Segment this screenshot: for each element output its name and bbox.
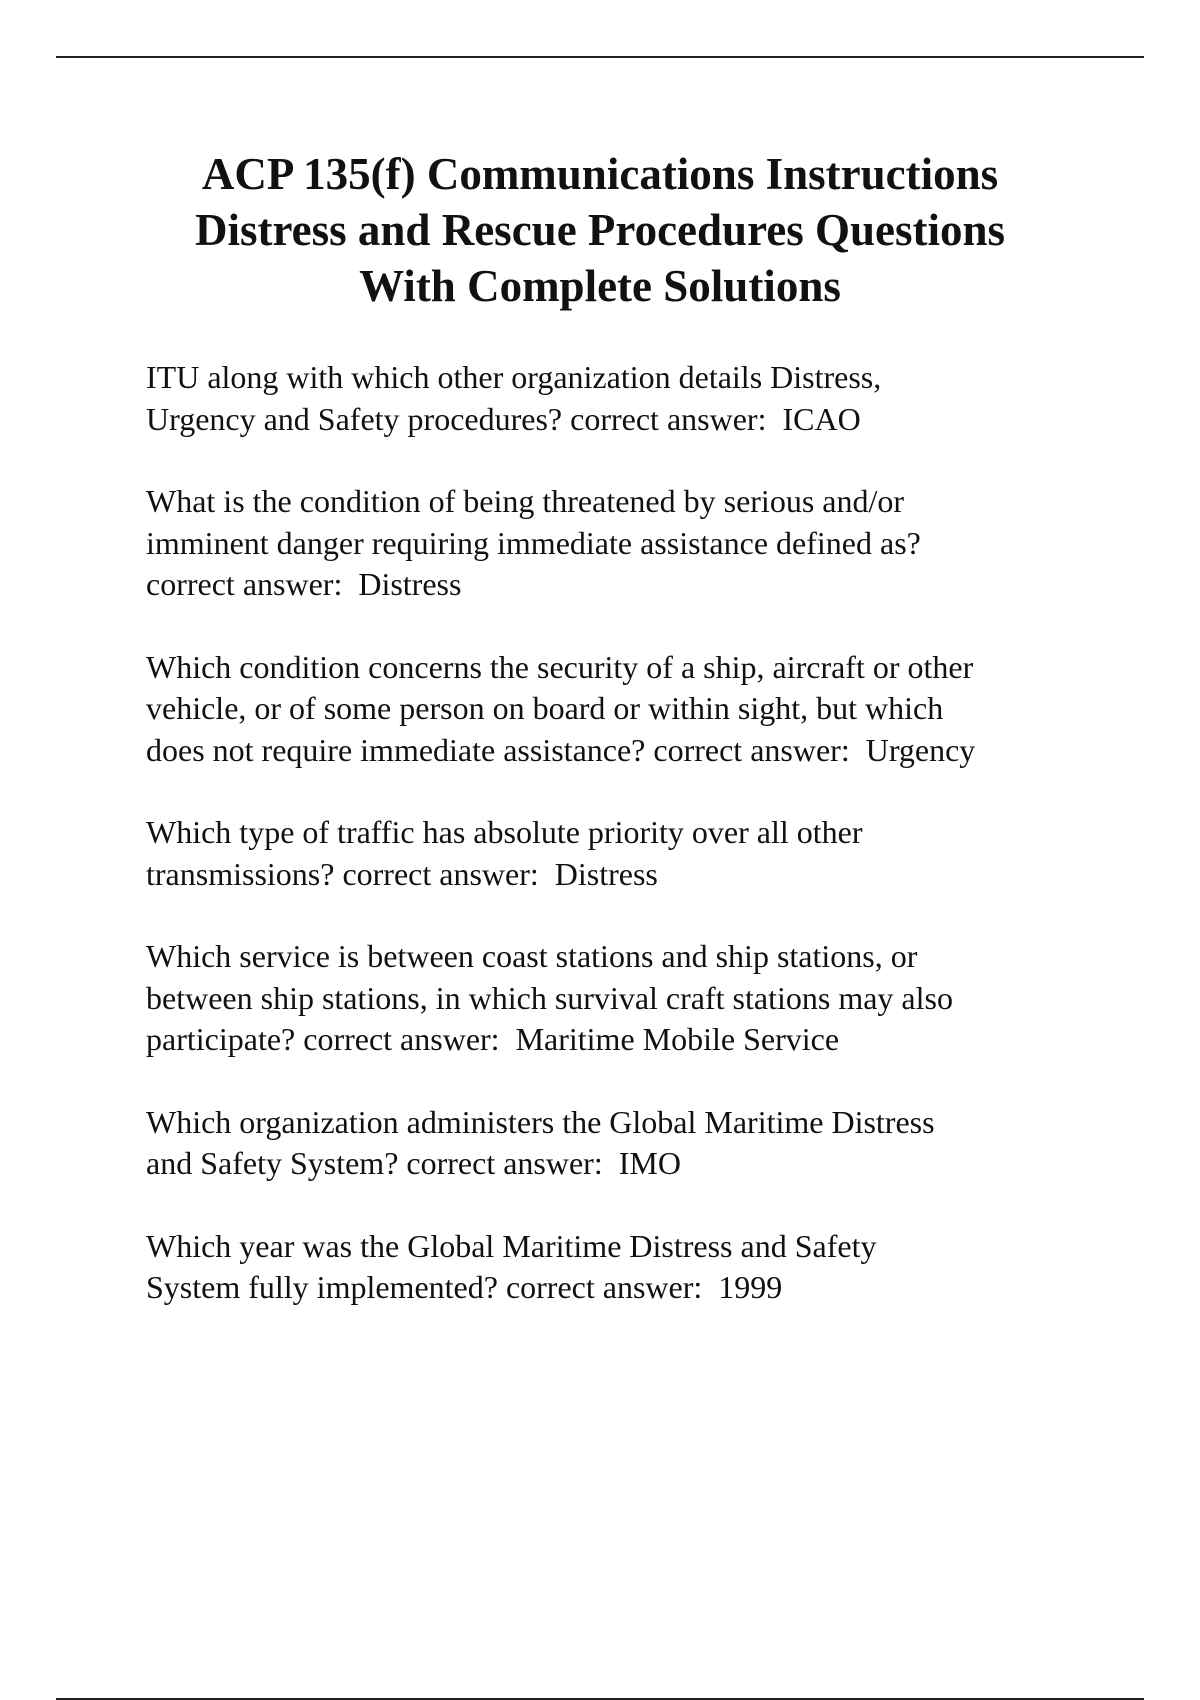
qa-list	[146, 357, 1146, 1350]
qa-item	[146, 936, 1146, 1061]
qa-line: System fully implemented? correct answer: 1999	[146, 1269, 783, 1305]
title-line: Distress and Rescue Procedures Questions	[195, 205, 1005, 255]
qa-line: does not require immediate assistance? correct answer: Urgency	[146, 731, 976, 768]
qa-line: Which organization administers the Global Maritime Distress	[146, 1103, 935, 1140]
qa-line: imminent danger requiring immediate assistance defined as?	[146, 524, 921, 561]
qa-item	[146, 812, 1146, 895]
top-rule	[56, 56, 1144, 58]
qa-line: Which condition concerns the security of a ship, aircraft or other	[146, 648, 974, 685]
qa-line: Which year was the Global Maritime Distress and Safety	[146, 1227, 877, 1264]
qa-item	[146, 1102, 1146, 1185]
qa-line: and Safety System? correct answer: IMO	[146, 1145, 681, 1181]
qa-item	[146, 647, 1146, 772]
qa-line: What is the condition of being threatened by serious and/or	[146, 483, 905, 519]
qa-line: Which type of traffic has absolute priority over all other	[146, 814, 863, 850]
qa-line: correct answer: Distress	[146, 566, 462, 602]
qa-line: Urgency and Safety procedures? correct answer: ICAO	[146, 400, 861, 437]
qa-line: vehicle, or of some person on board or within sight, but which	[146, 690, 944, 726]
title-line: ACP 135(f) Communications Instructions	[201, 149, 999, 199]
qa-line: transmissions? correct answer: Distress	[146, 855, 658, 892]
qa-line: participate? correct answer: Maritime Mobile Service	[146, 1021, 840, 1057]
qa-item	[146, 1226, 1146, 1309]
qa-line: Which service is between coast stations and ship stations, or	[146, 938, 918, 974]
title-line: With Complete Solutions	[359, 261, 841, 311]
qa-item	[146, 481, 1146, 606]
qa-line: between ship stations, in which survival craft stations may also	[146, 979, 953, 1016]
page-title	[120, 146, 1080, 314]
qa-line: ITU along with which other organization details Distress,	[146, 359, 882, 395]
qa-item	[146, 357, 1146, 440]
